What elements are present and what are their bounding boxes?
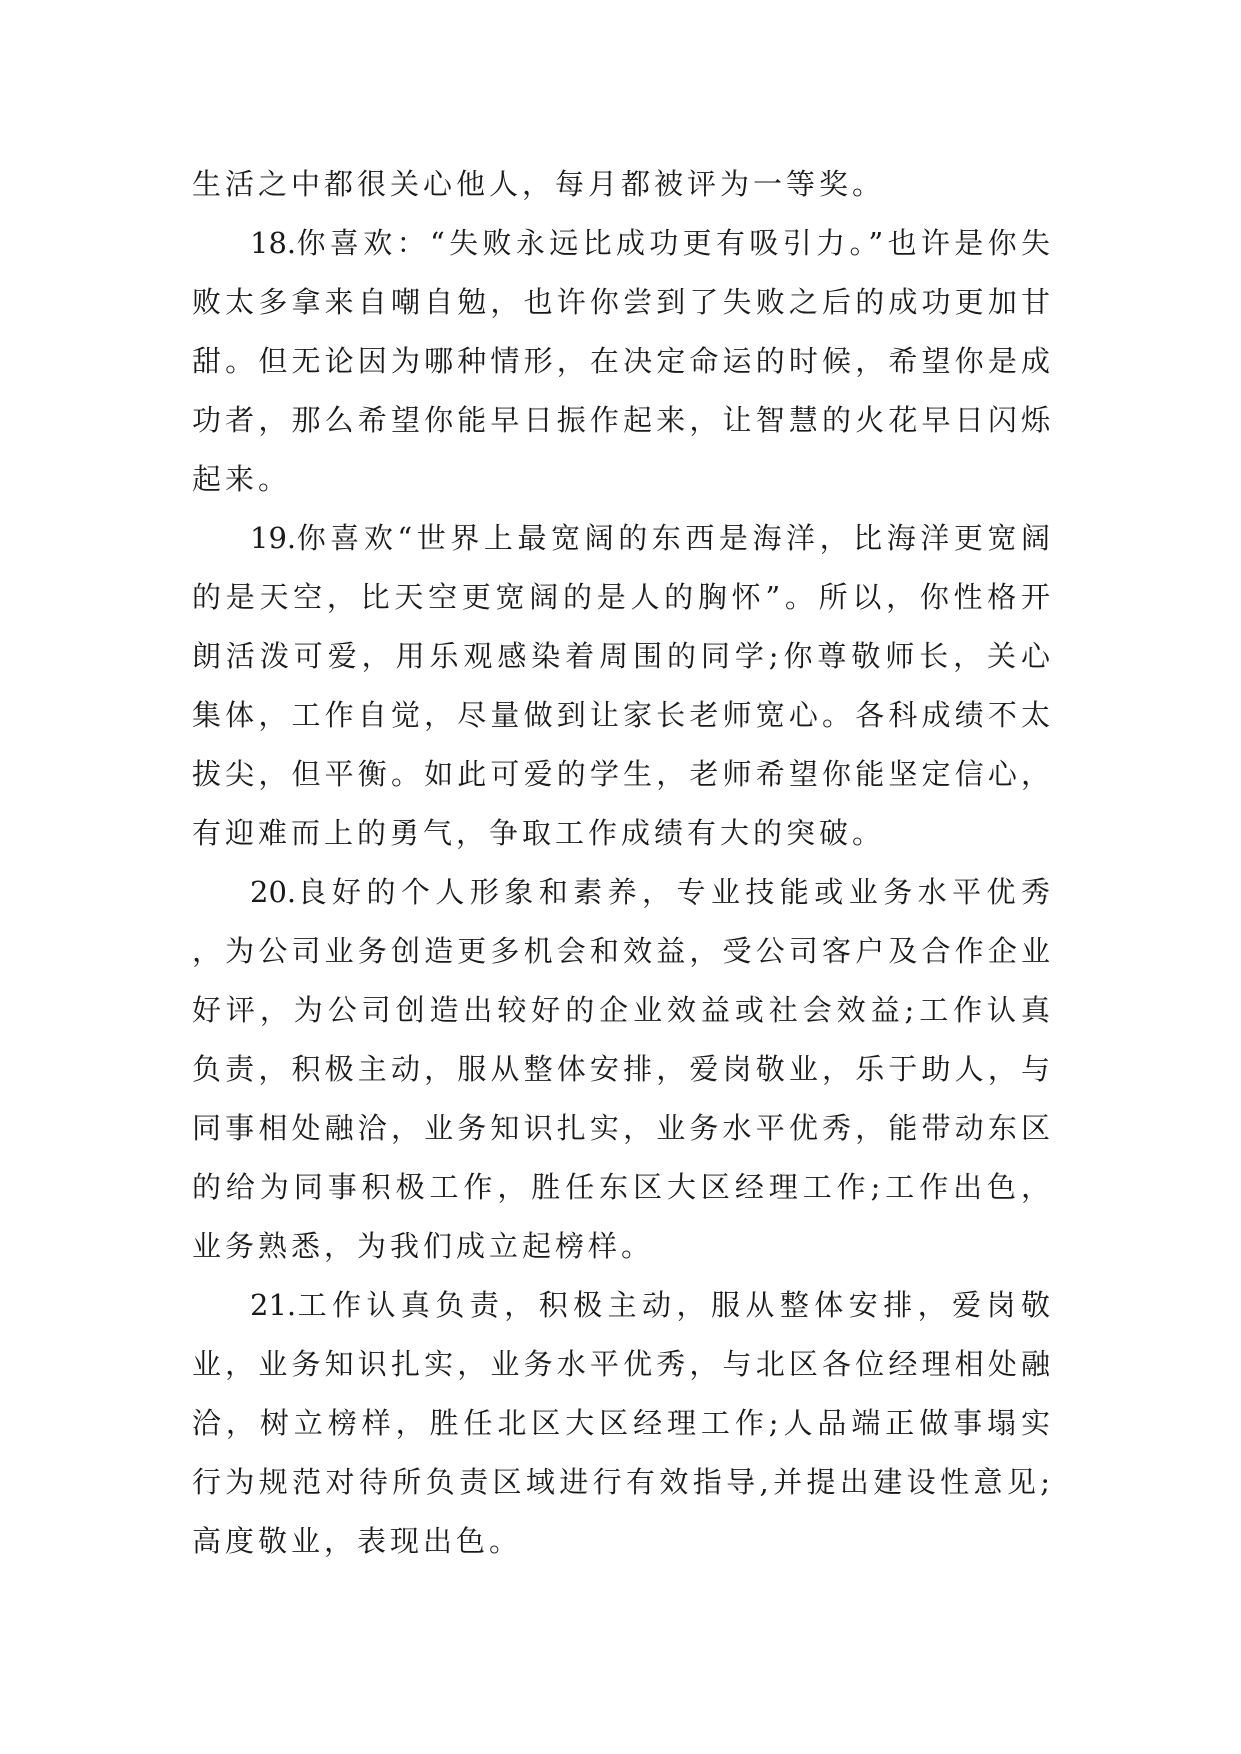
paragraph-19 bbox=[192, 509, 1054, 863]
paragraph-text: 良好的个人形象和素养，专业技能或业务水平优秀，为公司业务创造更多机会和效益，受公司客户及合作企业好评，为公司创造出较好的企业效益或社会效益;工作认真负责，积极主动，服从整体安排，爱岗敬业，乐于助人，与同事相处融洽，业务知识扎实，业务水平优秀，能带动东区的给为同事积极工作，胜任东区大区经理工作;工作出色，业务熟悉，为我们成立起榜样。 bbox=[192, 875, 1054, 1263]
paragraph-number: 19. bbox=[250, 521, 297, 555]
paragraph-21 bbox=[192, 1276, 1054, 1571]
paragraph-number: 18. bbox=[250, 226, 297, 260]
paragraph-text: 工作认真负责，积极主动，服从整体安排，爱岗敬业，业务知识扎实，业务水平优秀，与北区各位经理相处融洽，树立榜样，胜任北区大区经理工作;人品端正做事塌实行为规范对待所负责区域进行有效指导,并提出建设性意见;高度敬业，表现出色。 bbox=[192, 1288, 1054, 1558]
document-body bbox=[192, 155, 1054, 1571]
paragraph-text: 你喜欢：“失败永远比成功更有吸引力。”也许是你失败太多拿来自嘲自勉，也许你尝到了失败之后的成功更加甘甜。但无论因为哪种情形，在决定命运的时候，希望你是成功者，那么希望你能早日振作起来，让智慧的火花早日闪烁起来。 bbox=[192, 226, 1054, 496]
paragraph-18 bbox=[192, 214, 1054, 509]
paragraph-text: 你喜欢“世界上最宽阔的东西是海洋，比海洋更宽阔的是天空，比天空更宽阔的是人的胸怀”。所以，你性格开朗活泼可爱，用乐观感染着周围的同学;你尊敬师长，关心集体，工作自觉，尽量做到让家长老师宽心。各科成绩不太拔尖，但平衡。如此可爱的学生，老师希望你能坚定信心，有迎难而上的勇气，争取工作成绩有大的突破。 bbox=[192, 521, 1054, 850]
paragraph-continuation bbox=[192, 155, 1054, 214]
paragraph-number: 21. bbox=[250, 1288, 297, 1322]
paragraph-20 bbox=[192, 863, 1054, 1276]
paragraph-text: 生活之中都很关心他人，每月都被评为一等奖。 bbox=[192, 167, 886, 201]
paragraph-number: 20. bbox=[250, 875, 297, 909]
